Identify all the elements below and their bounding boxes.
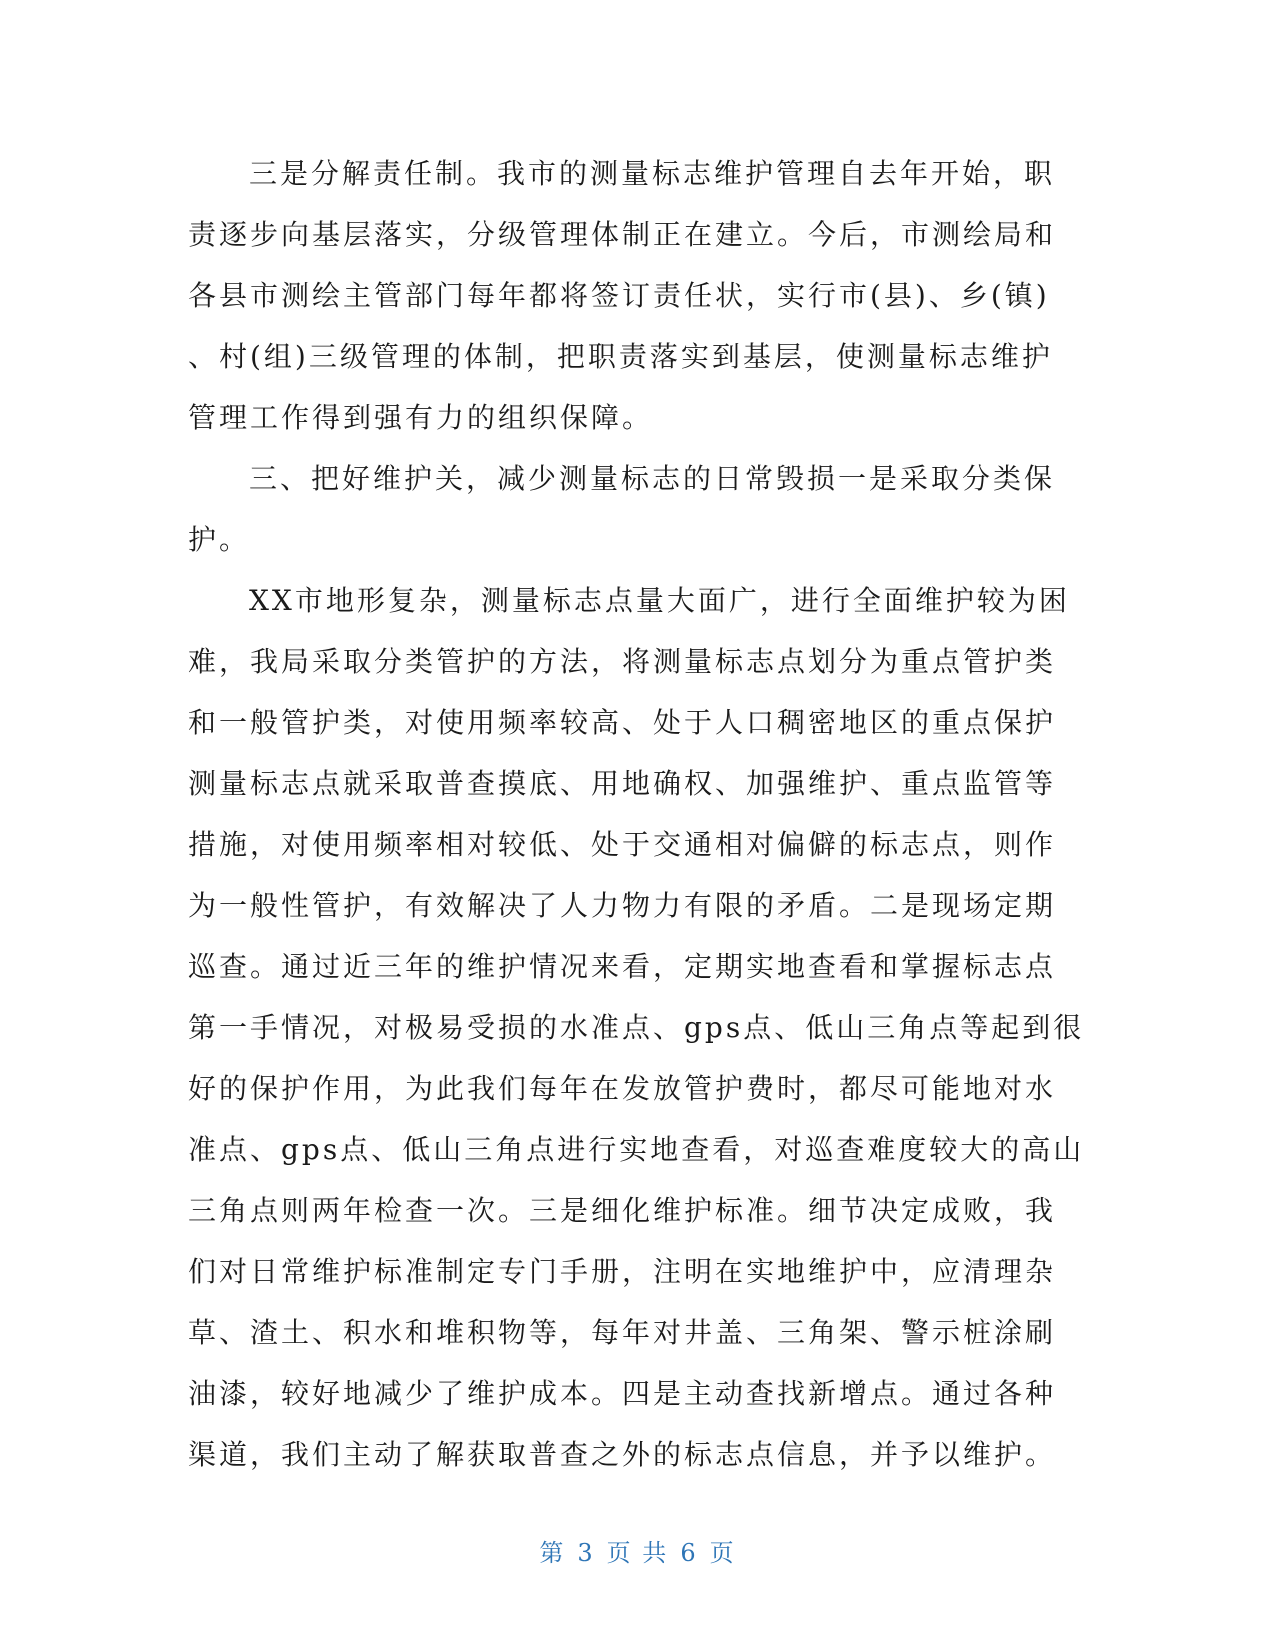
text-line: 油漆，较好地减少了维护成本。四是主动查找新增点。通过各种 (188, 1377, 1057, 1410)
text-line: 三、把好维护关，减少测量标志的日常毁损一是采取分类保 (249, 462, 1056, 495)
text-line: 三角点则两年检查一次。三是细化维护标准。细节决定成败，我 (188, 1194, 1057, 1227)
text-line: 草、渣土、积水和堆积物等，每年对井盖、三角架、警示桩涂刷 (188, 1316, 1057, 1349)
text-line: XX市地形复杂，测量标志点量大面广，进行全面维护较为困 (249, 584, 1070, 617)
page-number: 3 (577, 1539, 595, 1567)
text-line: 巡查。通过近三年的维护情况来看，定期实地查看和掌握标志点 (188, 950, 1057, 983)
text-line: 渠道，我们主动了解获取普查之外的标志点信息，并予以维护。 (188, 1438, 1057, 1471)
text-line: 和一般管护类，对使用频率较高、处于人口稠密地区的重点保护 (188, 706, 1057, 739)
text-line: 测量标志点就采取普查摸底、用地确权、加强维护、重点监管等 (188, 767, 1057, 800)
text-line: 管理工作得到强有力的组织保障。 (188, 401, 654, 434)
text-line: 三是分解责任制。我市的测量标志维护管理自去年开始，职 (249, 157, 1056, 190)
text-line: 、村(组)三级管理的体制，把职责落实到基层，使测量标志维护 (188, 340, 1053, 373)
text-line: 各县市测绘主管部门每年都将签订责任状，实行市(县)、乡(镇) (188, 279, 1050, 312)
footer-middle: 页 共 (606, 1539, 669, 1567)
text-line: 措施，对使用频率相对较低、处于交通相对偏僻的标志点，则作 (188, 828, 1057, 861)
page-total: 6 (680, 1539, 698, 1567)
page-footer (0, 1533, 1275, 1568)
text-line: 为一般性管护，有效解决了人力物力有限的矛盾。二是现场定期 (188, 889, 1057, 922)
text-line: 难，我局采取分类管护的方法，将测量标志点划分为重点管护类 (188, 645, 1057, 678)
text-line: 护。 (188, 523, 251, 556)
footer-suffix: 页 (709, 1539, 736, 1567)
paragraph (188, 448, 1056, 570)
footer-prefix: 第 (539, 1539, 566, 1567)
paragraph (188, 143, 1057, 448)
text-line: 责逐步向基层落实，分级管理体制正在建立。今后，市测绘局和 (188, 218, 1057, 251)
text-line: 们对日常维护标准制定专门手册，注明在实地维护中，应清理杂 (188, 1255, 1057, 1288)
paragraph (188, 570, 1085, 1485)
body-text (188, 143, 1085, 1485)
text-line: 准点、gps点、低山三角点进行实地查看，对巡查难度较大的高山 (188, 1133, 1085, 1166)
text-line: 好的保护作用，为此我们每年在发放管护费时，都尽可能地对水 (188, 1072, 1057, 1105)
text-line: 第一手情况，对极易受损的水准点、gps点、低山三角点等起到很 (188, 1011, 1085, 1044)
